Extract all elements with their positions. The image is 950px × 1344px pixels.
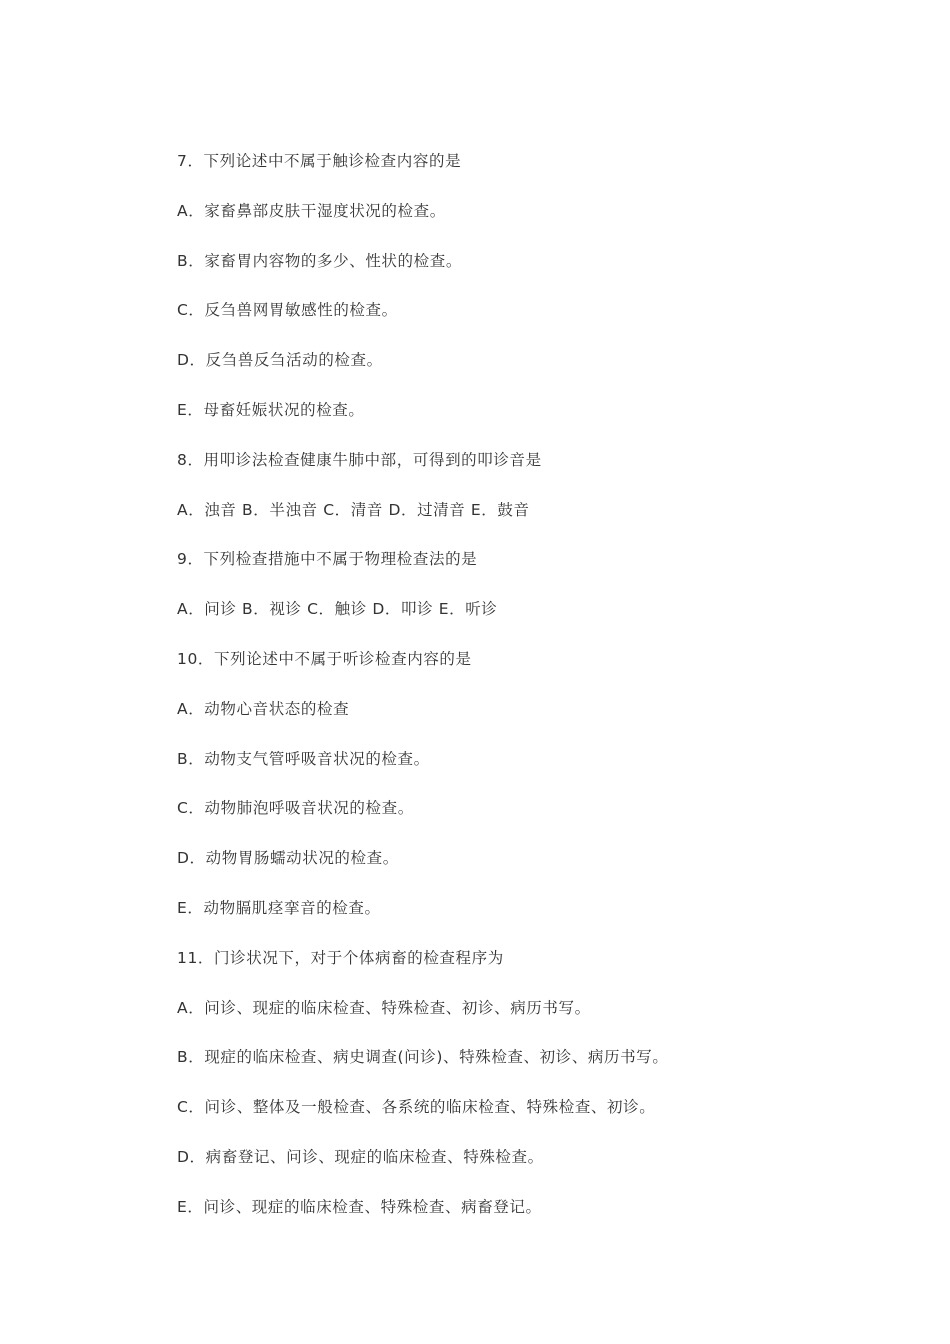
question-7-option-c: C．反刍兽网胃敏感性的检查。 (177, 301, 398, 320)
question-10-stem: 10．下列论述中不属于听诊检查内容的是 (177, 649, 472, 668)
question-list (177, 148, 897, 1244)
question-11-stem: 11．门诊状况下，对于个体病畜的检查程序为 (177, 948, 504, 967)
question-8-stem: 8．用叩诊法检查健康牛肺中部，可得到的叩诊音是 (177, 450, 542, 469)
question-7-option-e: E．母畜妊娠状况的检查。 (177, 400, 365, 419)
question-9-stem: 9．下列检查措施中不属于物理检查法的是 (177, 550, 478, 569)
question-11-option-c: C．问诊、整体及一般检查、各系统的临床检查、特殊检查、初诊。 (177, 1098, 656, 1117)
question-10-option-b: B．动物支气管呼吸音状况的检查。 (177, 749, 430, 768)
question-10-option-d: D．动物胃肠蠕动状况的检查。 (177, 849, 399, 868)
question-11-option-b: B．现症的临床检查、病史调查(问诊)、特殊检查、初诊、病历书写。 (177, 1048, 669, 1067)
question-11-option-a: A．问诊、现症的临床检查、特殊检查、初诊、病历书写。 (177, 998, 591, 1017)
question-8-options: A．浊音 B．半浊音 C．清音 D．过清音 E．鼓音 (177, 500, 530, 519)
question-10-option-e: E．动物膈肌痉挛音的检查。 (177, 898, 381, 917)
question-7-stem: 7．下列论述中不属于触诊检查内容的是 (177, 152, 462, 170)
question-10-option-a: A．动物心音状态的检查 (177, 699, 350, 718)
question-9-options: A．问诊 B．视诊 C．触诊 D．叩诊 E．听诊 (177, 600, 498, 619)
question-11-option-e: E．问诊、现症的临床检查、特殊检查、病畜登记。 (177, 1197, 542, 1216)
question-7-option-a: A．家畜鼻部皮肤干湿度状况的检查。 (177, 201, 446, 220)
question-7-option-d: D．反刍兽反刍活动的检查。 (177, 351, 383, 370)
question-11-option-d: D．病畜登记、问诊、现症的临床检查、特殊检查。 (177, 1147, 544, 1166)
question-7-option-b: B．家畜胃内容物的多少、性状的检查。 (177, 251, 462, 270)
question-10-option-c: C．动物肺泡呼吸音状况的检查。 (177, 799, 414, 818)
